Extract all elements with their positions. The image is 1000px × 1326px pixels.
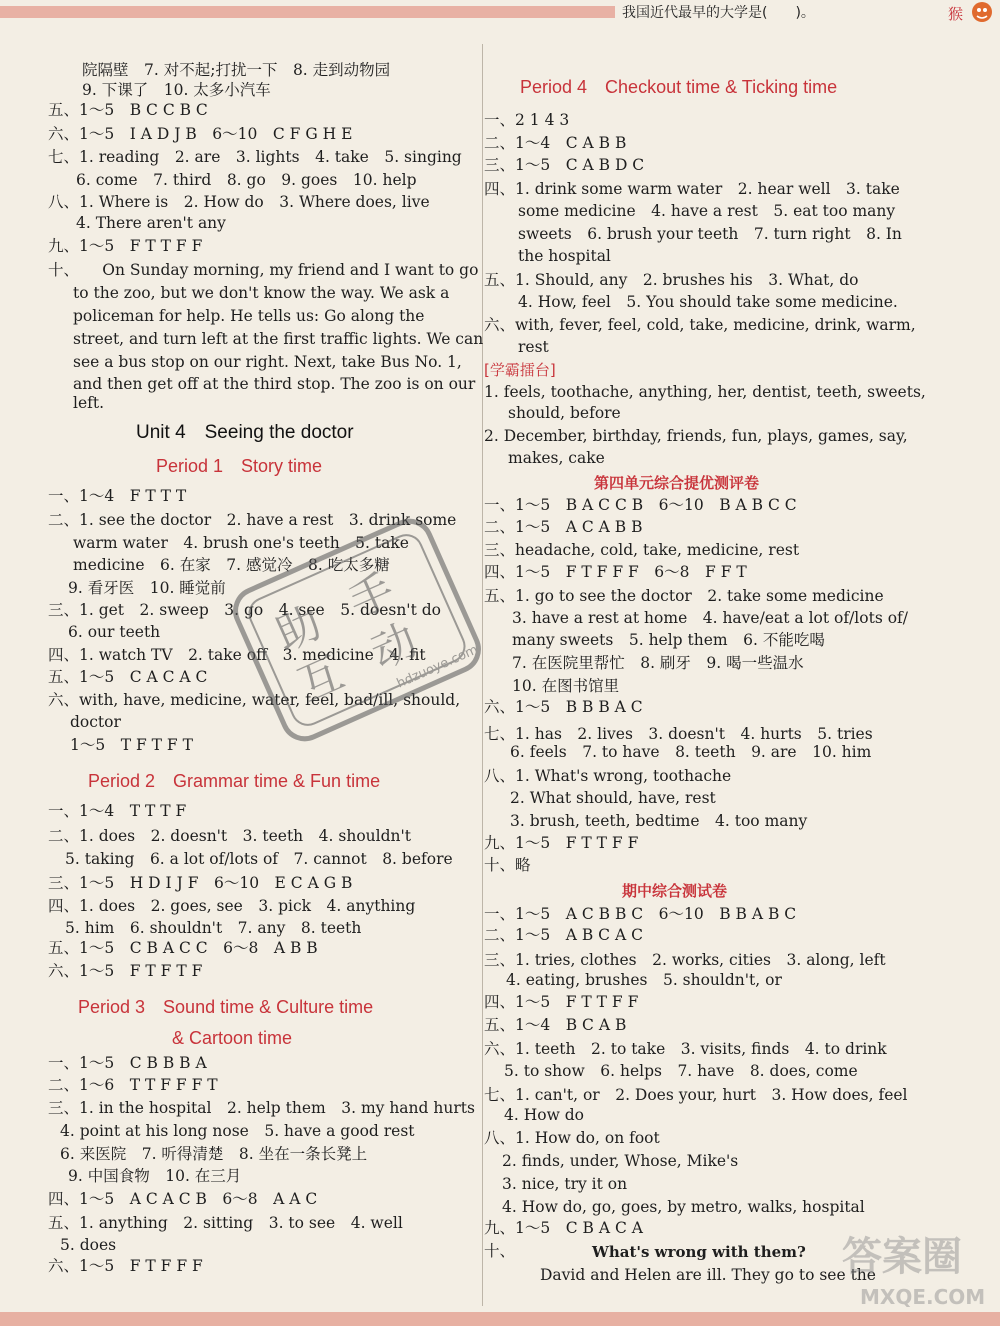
right-answer-line: 4. How do, go, goes, by metro, walks, hospital bbox=[502, 1198, 865, 1216]
left-answer-line: see a bus stop on our right. Next, take Bus No. 1, bbox=[73, 353, 462, 371]
left-answer-line: 十、 On Sunday morning, my friend and I want to go bbox=[48, 261, 479, 279]
right-answer-line: sweets 6. brush your teeth 7. turn right 8. In bbox=[518, 225, 902, 243]
left-unit-heading: Unit 4 Seeing the doctor bbox=[136, 422, 354, 443]
left-answer-line: 院隔壁 7. 对不起;打扰一下 8. 走到动物园 bbox=[82, 61, 391, 79]
left-answer-line: 一、1～5 C B B B A bbox=[48, 1054, 207, 1072]
stamp-char-1: 助 bbox=[268, 596, 330, 662]
right-test-heading: 第四单元综合提优测评卷 bbox=[594, 474, 760, 492]
right-answer-line: 三、headache, cold, take, medicine, rest bbox=[484, 541, 800, 559]
left-answer-line: street, and turn left at the first traffic lights. We can bbox=[73, 330, 484, 348]
right-answer-line: rest bbox=[518, 338, 549, 356]
page-header bbox=[0, 0, 1000, 28]
stamp-char-4: 动 bbox=[363, 614, 425, 680]
left-answer-line: 5. does bbox=[60, 1236, 117, 1254]
stamp-char-2: 手 bbox=[341, 564, 403, 629]
right-answer-line: 九、1～5 C B A C A bbox=[484, 1219, 643, 1237]
stamp-char-3: 互 bbox=[290, 647, 352, 712]
left-answer-line: 三、1. in the hospital 2. help them 3. my hand hurts bbox=[48, 1099, 475, 1117]
header-band bbox=[0, 6, 615, 18]
brand-glyph: 猴 bbox=[948, 5, 964, 23]
footer-band bbox=[0, 1312, 1000, 1326]
left-answer-line: 9. 下课了 10. 太多小汽车 bbox=[82, 81, 271, 99]
right-answer-line: 九、1～5 F T T F F bbox=[484, 834, 639, 852]
right-answer-line: 3. have a rest at home 4. have/eat a lot of/lots of/ bbox=[512, 609, 908, 627]
left-answer-line: 五、1. anything 2. sitting 3. to see 4. well bbox=[48, 1214, 403, 1232]
monkey-logo-icon bbox=[948, 0, 996, 26]
right-answer-line: 八、1. What's wrong, toothache bbox=[484, 767, 732, 785]
right-answer-line: 4. eating, brushes 5. shouldn't, or bbox=[506, 971, 782, 989]
left-answer-line: 三、1～5 H D I J F 6～10 E C A G B bbox=[48, 874, 353, 892]
right-essay-title: What's wrong with them? bbox=[592, 1243, 806, 1261]
right-answer-line: should, before bbox=[508, 404, 621, 422]
left-answer-line: 4. point at his long nose 5. have a good rest bbox=[60, 1122, 415, 1140]
right-answer-line: 二、1～5 A C A B B bbox=[484, 518, 643, 536]
left-answer-line: and then get off at the third stop. The zoo is on our bbox=[73, 375, 476, 393]
left-answer-line: medicine 6. 在家 7. 感觉冷 8. 吃太多糖 bbox=[73, 556, 390, 574]
left-answer-line: 9. 看牙医 10. 睡觉前 bbox=[68, 579, 226, 597]
left-answer-line: 二、1. see the doctor 2. have a rest 3. drink some bbox=[48, 511, 457, 529]
left-answer-line: doctor bbox=[70, 713, 121, 731]
right-answer-line: 7. 在医院里帮忙 8. 刷牙 9. 喝一些温水 bbox=[512, 654, 804, 672]
left-answer-line: 五、1～5 C B A C C 6～8 A B B bbox=[48, 939, 318, 957]
left-answer-line: 一、1～4 T T T F bbox=[48, 802, 187, 820]
left-period-heading: & Cartoon time bbox=[172, 1028, 293, 1048]
right-answer-line: 三、1. tries, clothes 2. works, cities 3. along, left bbox=[484, 951, 886, 969]
watermark-url: MXQE.COM bbox=[860, 1285, 986, 1309]
right-answer-line: 二、1～5 A B C A C bbox=[484, 926, 643, 944]
left-answer-line: warm water 4. brush one's teeth 5. take bbox=[73, 534, 409, 552]
right-answer-line: 一、2 1 4 3 bbox=[484, 111, 570, 129]
right-answer-line: 4. How do bbox=[504, 1106, 585, 1124]
left-answer-line: 五、1～5 C A C A C bbox=[48, 668, 208, 686]
right-test-heading: 期中综合测试卷 bbox=[622, 882, 728, 900]
left-answer-line: 一、1～4 F T T T bbox=[48, 487, 187, 505]
right-answer-line: 3. brush, teeth, bedtime 4. too many bbox=[510, 812, 808, 830]
left-answer-line: 5. him 6. shouldn't 7. any 8. teeth bbox=[65, 919, 362, 937]
right-answer-line: 二、1～4 C A B B bbox=[484, 134, 627, 152]
left-period-heading: Period 3 Sound time & Culture time bbox=[78, 997, 374, 1017]
left-answer-line: 六、1～5 F T F F F bbox=[48, 1257, 203, 1275]
right-answer-line: 2. December, birthday, friends, fun, plays, games, say, bbox=[484, 427, 908, 445]
right-section-tag: [学霸擂台] bbox=[484, 361, 556, 379]
right-answer-line: 五、1. Should, any 2. brushes his 3. What, do bbox=[484, 271, 859, 289]
left-answer-line: 八、1. Where is 2. How do 3. Where does, live bbox=[48, 193, 430, 211]
watermark-text: 答案圈 bbox=[842, 1234, 962, 1280]
right-answer-line: 六、with, fever, feel, cold, take, medicine, drink, warm, bbox=[484, 316, 916, 334]
left-answer-line: 九、1～5 F T T F F bbox=[48, 237, 203, 255]
right-answer-line: 六、1～5 B B B A C bbox=[484, 698, 643, 716]
left-answer-line: 4. There aren't any bbox=[76, 214, 226, 232]
right-answer-line: 四、1～5 F T T F F bbox=[484, 993, 639, 1011]
left-answer-line: left. bbox=[73, 394, 105, 412]
left-answer-line: 六、1～5 F T F T F bbox=[48, 962, 203, 980]
right-answer-line: 七、1. can't, or 2. Does your, hurt 3. How does, feel bbox=[484, 1086, 908, 1104]
right-answer-line: 4. How, feel 5. You should take some medicine. bbox=[518, 293, 898, 311]
left-answer-line: 三、1. get 2. sweep 3. go 4. see 5. doesn't do bbox=[48, 601, 441, 619]
right-answer-line: 五、1～4 B C A B bbox=[484, 1016, 627, 1034]
right-answer-line: 1. feels, toothache, anything, her, dentist, teeth, sweets, bbox=[484, 383, 926, 401]
left-answer-line: 6. come 7. third 8. go 9. goes 10. help bbox=[76, 171, 417, 189]
left-period-heading: Period 1 Story time bbox=[156, 456, 323, 476]
right-answer-line: 八、1. How do, on foot bbox=[484, 1129, 660, 1147]
left-answer-line: to the zoo, but we don't know the way. We ask a bbox=[73, 284, 450, 302]
stamp-url: hdzuoye.com bbox=[394, 642, 481, 692]
left-period-heading: Period 2 Grammar time & Fun time bbox=[88, 771, 381, 791]
right-answer-line: 五、1. go to see the doctor 2. take some medicine bbox=[484, 587, 884, 605]
right-answer-line: 四、1. drink some warm water 2. hear well 3. take bbox=[484, 180, 900, 198]
right-answer-line: makes, cake bbox=[508, 449, 605, 467]
left-answer-line: 5. taking 6. a lot of/lots of 7. cannot 8. before bbox=[65, 850, 453, 868]
site-watermark bbox=[840, 1222, 990, 1314]
right-answer-line: 七、1. has 2. lives 3. doesn't 4. hurts 5. tries bbox=[484, 725, 873, 743]
left-answer-line: 四、1～5 A C A C B 6～8 A A C bbox=[48, 1190, 318, 1208]
left-answer-line: 二、1～6 T T F F F T bbox=[48, 1076, 218, 1094]
left-answer-line: 四、1. watch TV 2. take off 3. medicine 4. fit bbox=[48, 646, 426, 664]
header-riddle: 我国近代最早的大学是( )。 bbox=[622, 5, 815, 21]
right-answer-line: many sweets 5. help them 6. 不能吃喝 bbox=[512, 631, 825, 649]
left-answer-line: 四、1. does 2. goes, see 3. pick 4. anything bbox=[48, 897, 416, 915]
right-answer-line: David and Helen are ill. They go to see the bbox=[540, 1266, 876, 1284]
left-answer-line: 1～5 T F T F T bbox=[70, 736, 193, 754]
right-answer-line: 四、1～5 F T F F F 6～8 F F T bbox=[484, 563, 747, 581]
right-answer-line: 一、1～5 A C B B C 6～10 B B A B C bbox=[484, 905, 797, 923]
left-answer-line: 9. 中国食物 10. 在三月 bbox=[68, 1167, 242, 1185]
right-answer-line: 三、1～5 C A B D C bbox=[484, 156, 645, 174]
right-answer-line: 十、略 bbox=[484, 856, 531, 874]
left-answer-line: 七、1. reading 2. are 3. lights 4. take 5. singing bbox=[48, 148, 462, 166]
right-answer-line: 10. 在图书馆里 bbox=[512, 677, 620, 695]
left-answer-line: 6. our teeth bbox=[68, 623, 161, 641]
stamp-watermark bbox=[222, 505, 492, 755]
right-answer-line: the hospital bbox=[518, 247, 611, 265]
right-answer-line: 六、1. teeth 2. to take 3. visits, finds 4. to drink bbox=[484, 1040, 887, 1058]
right-answer-line: 2. What should, have, rest bbox=[510, 789, 716, 807]
right-answer-line: 2. finds, under, Whose, Mike's bbox=[502, 1152, 739, 1170]
left-answer-line: policeman for help. He tells us: Go along the bbox=[73, 307, 425, 325]
left-answer-line: 六、with, have, medicine, water, feel, bad/ill, should, bbox=[48, 691, 461, 709]
right-answer-line: 3. nice, try it on bbox=[502, 1175, 628, 1193]
left-answer-line: 6. 来医院 7. 听得清楚 8. 坐在一条长凳上 bbox=[60, 1145, 368, 1163]
right-period-heading: Period 4 Checkout time & Ticking time bbox=[520, 77, 838, 97]
left-answer-line: 五、1～5 B C C B C bbox=[48, 101, 208, 119]
right-answer-line: some medicine 4. have a rest 5. eat too many bbox=[518, 202, 896, 220]
left-answer-line: 六、1～5 I A D J B 6～10 C F G H E bbox=[48, 125, 353, 143]
right-answer-line: 6. feels 7. to have 8. teeth 9. are 10. him bbox=[510, 743, 872, 761]
right-answer-line: 一、1～5 B A C C B 6～10 B A B C C bbox=[484, 496, 797, 514]
left-answer-line: 二、1. does 2. doesn't 3. teeth 4. shouldn't bbox=[48, 827, 411, 845]
right-answer-line: 5. to show 6. helps 7. have 8. does, come bbox=[504, 1062, 858, 1080]
right-answer-line: 十、 bbox=[484, 1242, 516, 1260]
